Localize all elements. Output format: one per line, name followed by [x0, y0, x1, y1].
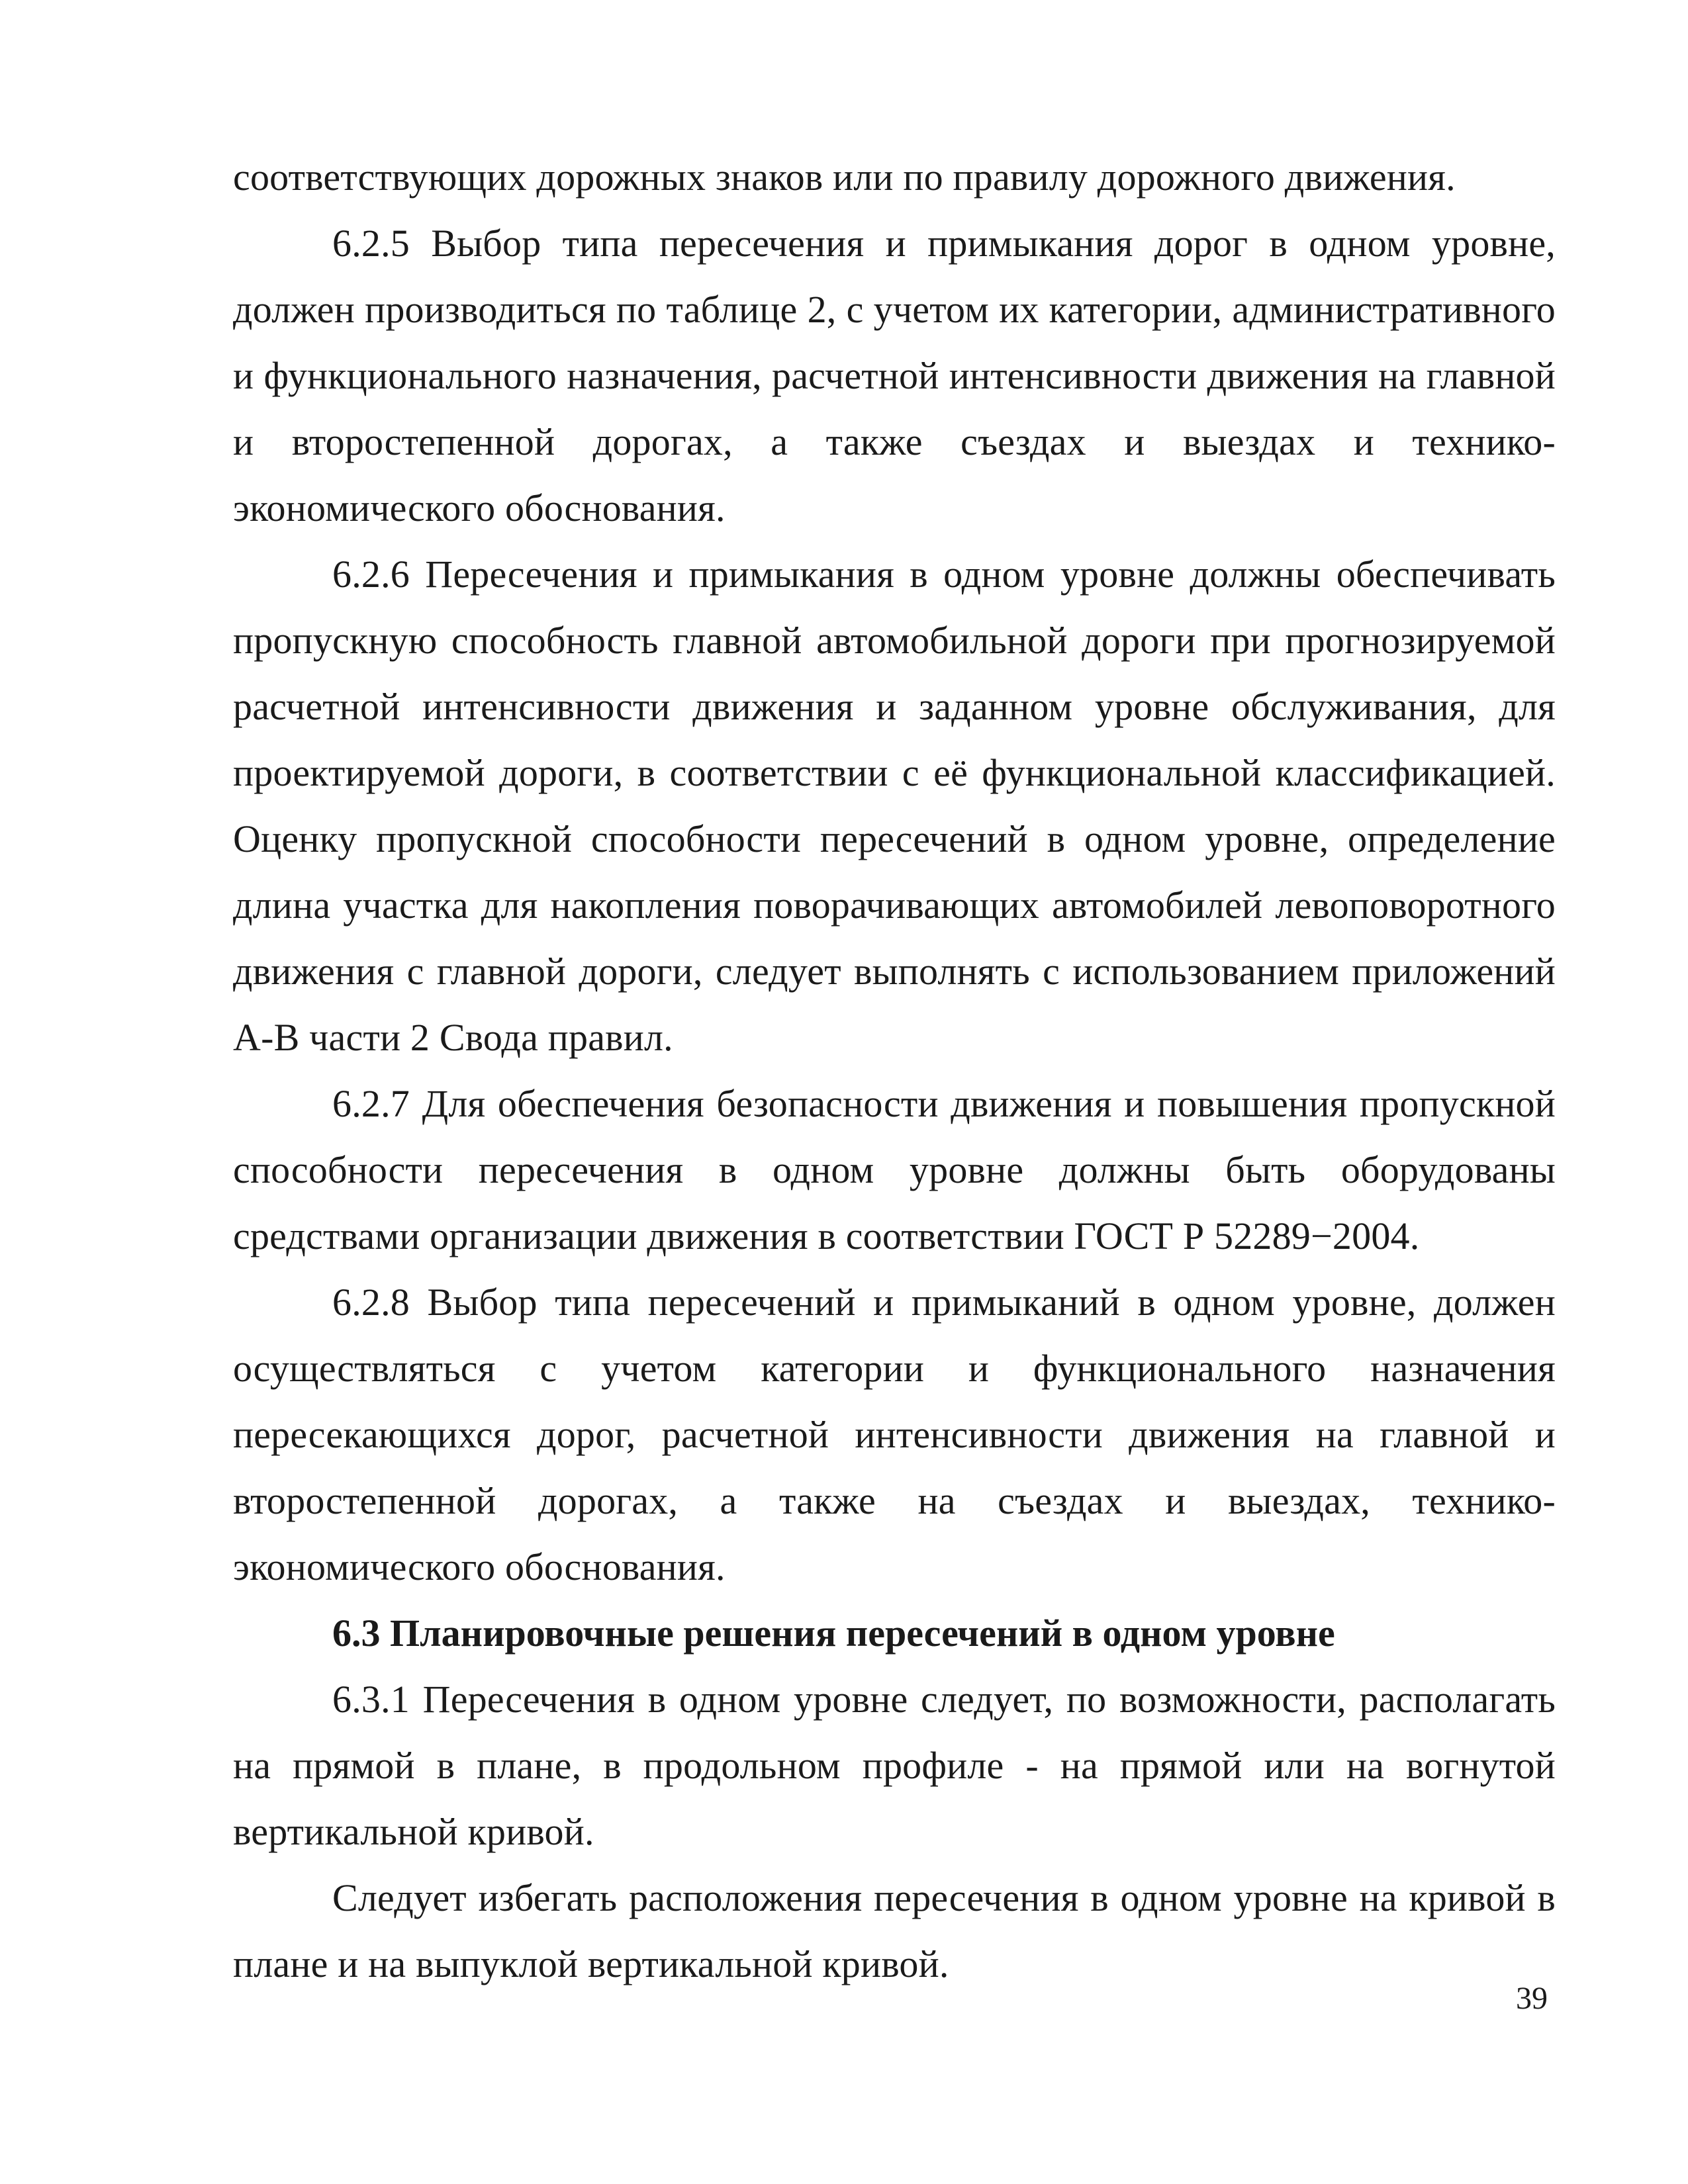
paragraph-avoid-placement: Следует избегать расположения пересечения в одном уровне на кривой в плане и на выпуклой вертикальной кривой. [233, 1876, 1556, 1985]
paragraph-6-3-1: 6.3.1 Пересечения в одном уровне следует, по возможности, располагать на прямой в плане, в продольном профиле - на прямой или на вогнутой вертикальной кривой. [233, 1678, 1556, 1853]
paragraph-continuation: соответствующих дорожных знаков или по правилу дорожного движения. [233, 156, 1456, 199]
paragraph-6-2-6: 6.2.6 Пересечения и примыкания в одном уровне должны обеспечивать пропускную способность главной автомобильной дороги при прогнозируемой расчетной интенсивности движения и заданном уровне обслуживания, для проектируемой дороги, в соответствии с её функциональной классификацией. Оценку пропускной способности пересечений в одном уровне, определение длина участка для накопления поворачивающих автомобилей левоповоротного движения с главной дороги, следует выполнять с использованием приложений А-В части 2 Свода правил. [233, 553, 1556, 1059]
paragraph-6-2-8: 6.2.8 Выбор типа пересечений и примыканий в одном уровне, должен осуществляться с учетом категории и функционального назначения пересекающихся дорог, расчетной интенсивности движения на главной и второстепенной дорогах, а также на съездах и выездах, технико-экономического обоснования. [233, 1281, 1556, 1588]
paragraph-6-2-5: 6.2.5 Выбор типа пересечения и примыкания дорог в одном уровне, должен производиться по таблице 2, с учетом их категории, административного и функционального назначения, расчетной интенсивности движения на главной и второстепенной дорогах, а также съездах и выездах и технико-экономического обоснования. [233, 222, 1556, 529]
section-heading-6-3: 6.3 Планировочные решения пересечений в одном уровне [332, 1612, 1335, 1655]
page-number: 39 [1516, 1981, 1548, 2016]
paragraph-6-2-7: 6.2.7 Для обеспечения безопасности движения и повышения пропускной способности пересечения в одном уровне должны быть оборудованы средствами организации движения в соответствии ГОСТ Р 52289−2004. [233, 1082, 1556, 1257]
document-body [233, 144, 1556, 1997]
